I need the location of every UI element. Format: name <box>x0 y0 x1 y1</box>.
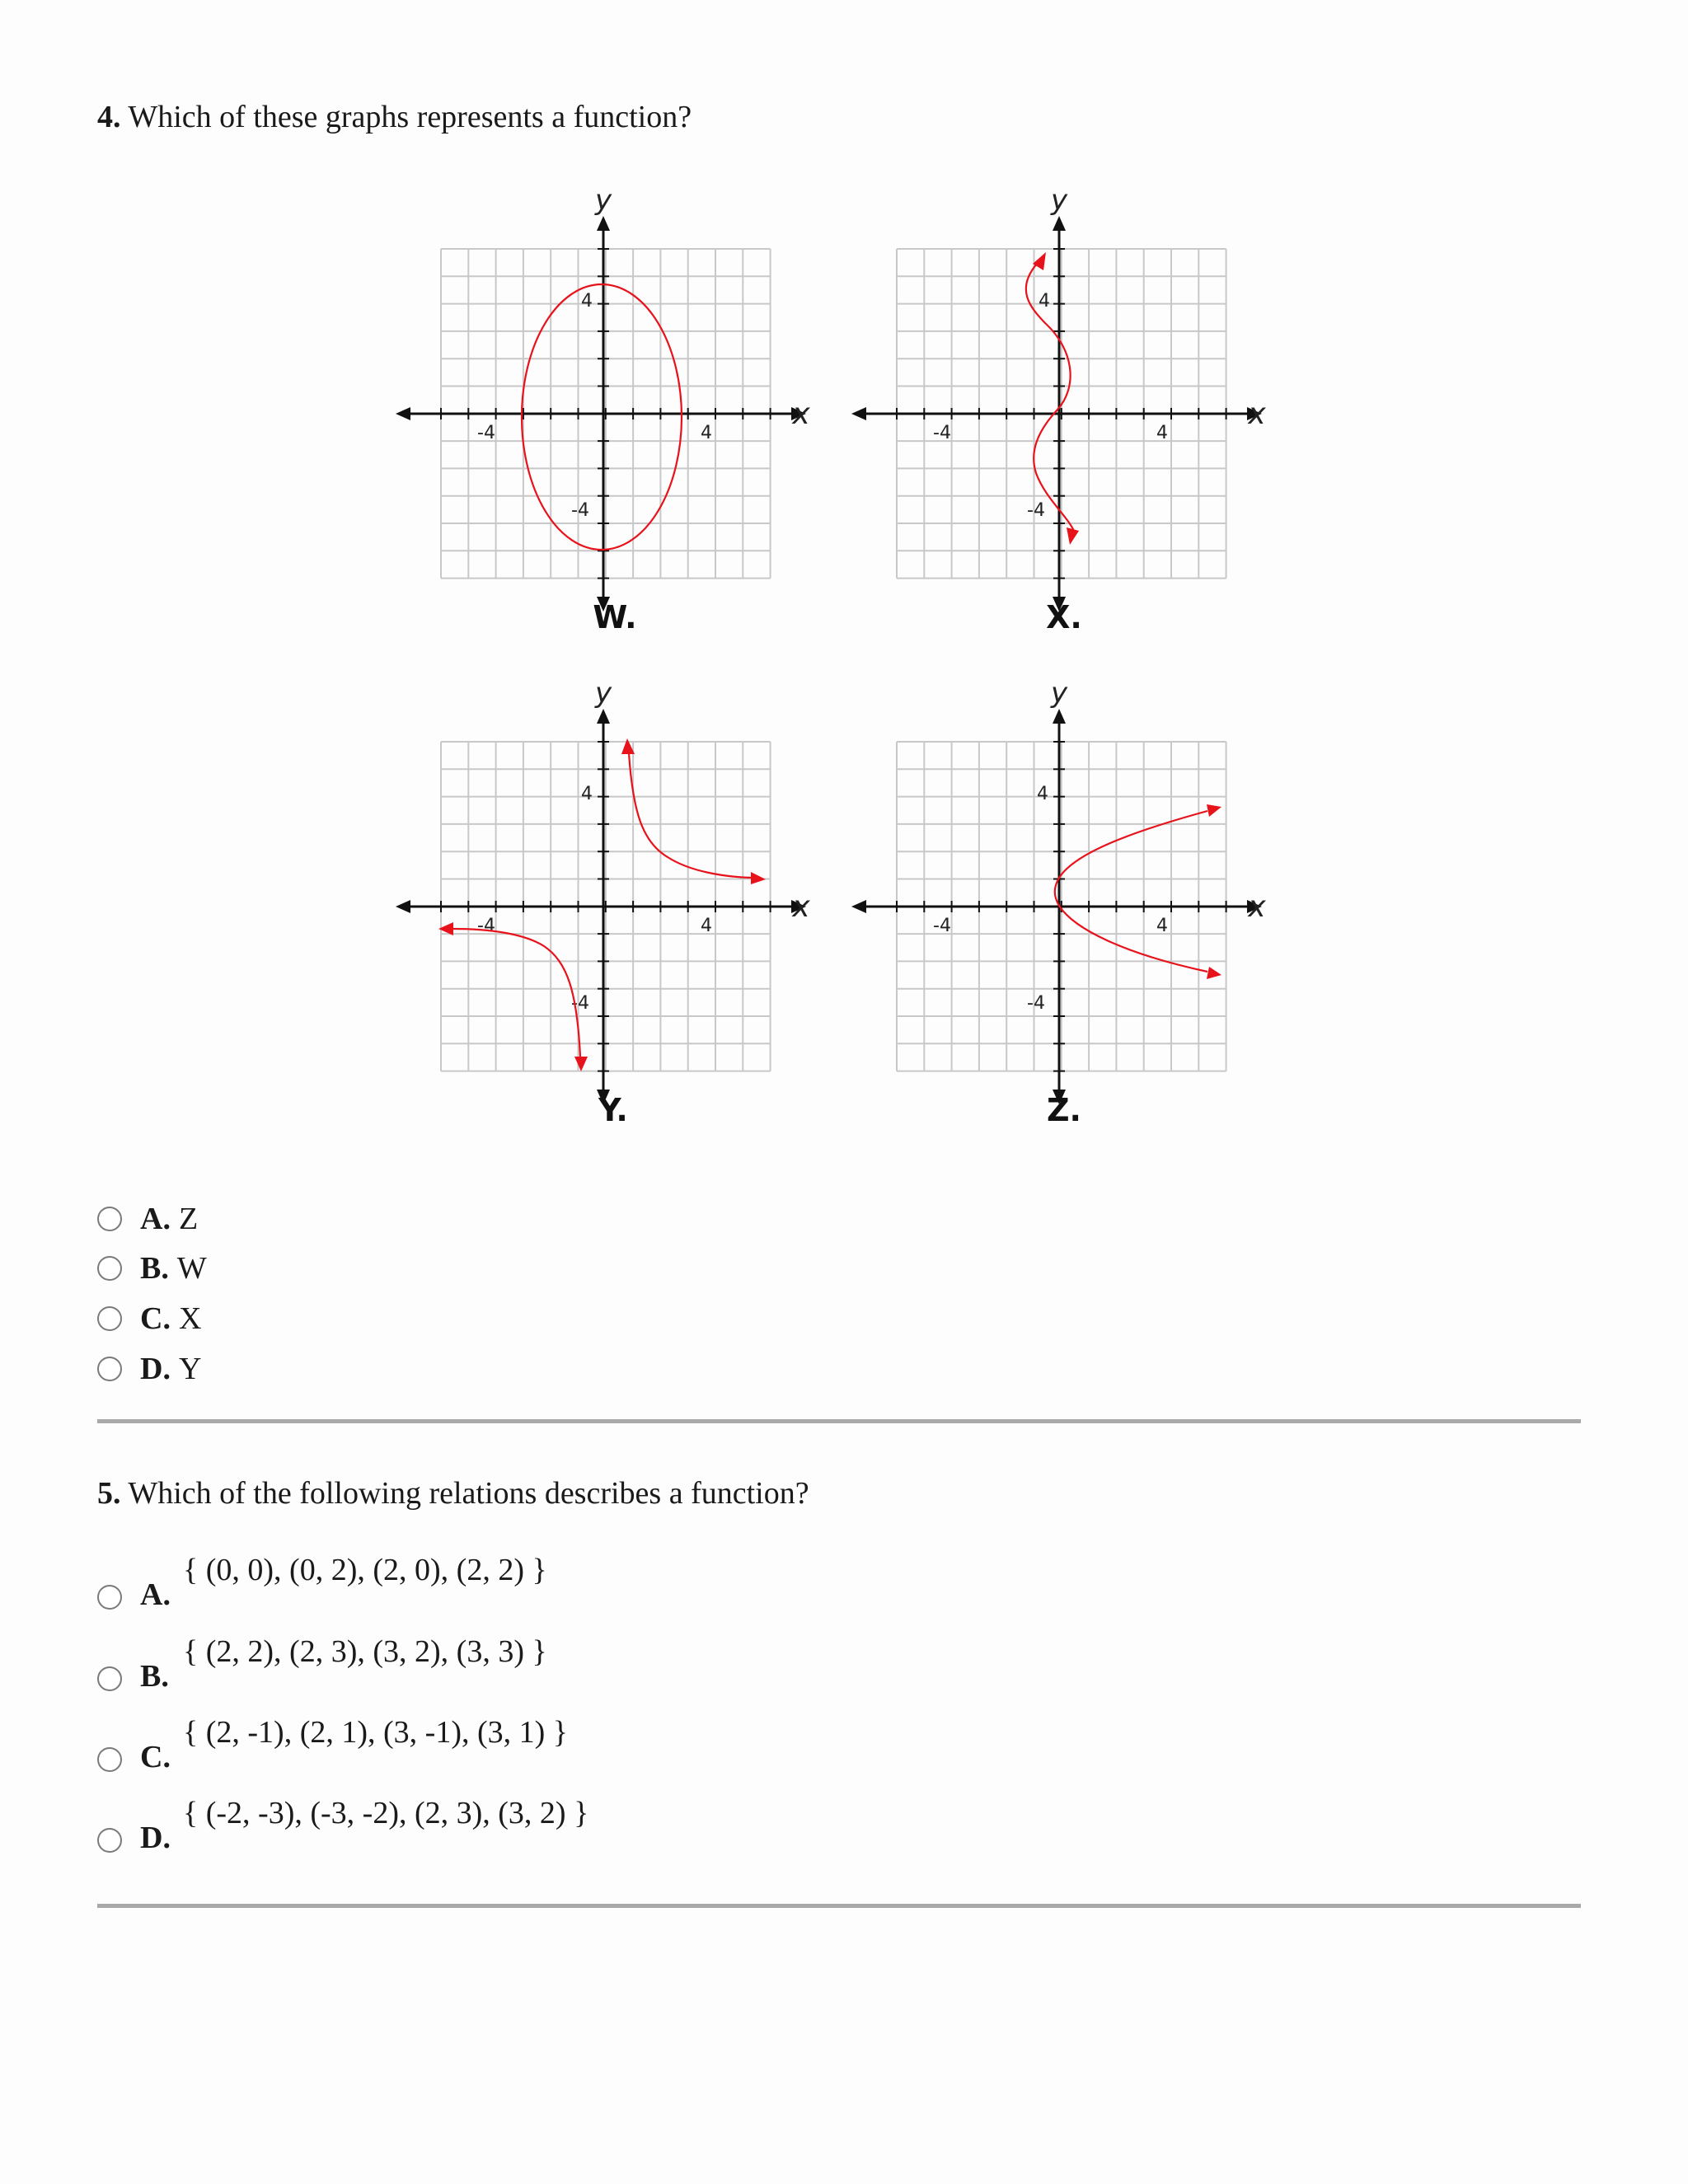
choice-value: { (2, 2), (2, 3), (3, 2), (3, 3) } <box>183 1634 547 1669</box>
y-axis-label: y <box>1050 185 1068 217</box>
radio-button[interactable] <box>97 1828 122 1853</box>
choice-value: Z <box>178 1202 199 1236</box>
x-axis-label: x <box>1248 397 1266 431</box>
radio-button[interactable] <box>97 1306 122 1331</box>
x-axis-arrow-left <box>851 407 866 420</box>
choice-value: X <box>178 1301 202 1336</box>
axes <box>851 709 1262 1104</box>
divider <box>97 1419 1581 1423</box>
hyperbola-branch-upper <box>629 753 752 878</box>
question-5-prompt: Which of the following relations describes a function? <box>128 1476 809 1511</box>
tick-label-x-4: 4 <box>1156 423 1168 443</box>
graph-z <box>827 677 1288 1139</box>
arrowhead-lower-bottom <box>574 1057 588 1071</box>
y-axis-label: y <box>1050 677 1068 710</box>
choice-letter: C. <box>140 1301 171 1336</box>
parabola-curve <box>1055 811 1207 972</box>
tick-label-y-4: 4 <box>1037 784 1048 804</box>
radio-button[interactable] <box>97 1666 122 1691</box>
ellipse-curve <box>522 284 682 550</box>
question-4-number: 4. <box>97 100 121 134</box>
tick-label-y-4: 4 <box>1039 291 1050 312</box>
y-axis-arrow-up <box>597 216 610 231</box>
x-axis-label: x <box>1248 890 1266 924</box>
choice-letter: B. <box>140 1659 169 1694</box>
question-4-text <box>97 97 692 137</box>
q4-choice-a[interactable] <box>97 1199 198 1239</box>
arrowhead-lower <box>1207 967 1221 979</box>
choice-value: { (2, -1), (2, 1), (3, -1), (3, 1) } <box>183 1715 569 1750</box>
choice-value: { (0, 0), (0, 2), (2, 0), (2, 2) } <box>183 1553 547 1587</box>
tick-label-x-4: 4 <box>701 423 712 443</box>
choice-value: W <box>176 1251 207 1286</box>
radio-button[interactable] <box>97 1747 122 1772</box>
choice-letter: D. <box>140 1352 171 1386</box>
choice-letter: A. <box>140 1577 171 1612</box>
choice-letter: B. <box>140 1251 169 1286</box>
x-axis-arrow-left <box>396 407 410 420</box>
tick-label-y-4: 4 <box>581 291 593 312</box>
divider <box>97 1904 1581 1908</box>
x-axis-arrow-left <box>396 900 410 913</box>
question-5-text <box>97 1474 809 1513</box>
tick-label-x-neg4: -4 <box>477 916 495 936</box>
graph-y <box>371 677 832 1139</box>
tick-label-y-neg4: -4 <box>571 500 589 521</box>
radio-button[interactable] <box>97 1256 122 1281</box>
radio-button[interactable] <box>97 1585 122 1610</box>
q4-choice-b[interactable] <box>97 1249 207 1288</box>
graph-label: Z. <box>1047 1092 1081 1128</box>
tick-label-x-neg4: -4 <box>933 916 951 936</box>
graph-label: W. <box>593 599 637 635</box>
question-5-number: 5. <box>97 1476 121 1511</box>
y-axis-arrow-up <box>597 709 610 724</box>
arrowhead-bottom <box>1067 527 1079 545</box>
tick-label-y-neg4: -4 <box>1027 993 1045 1014</box>
q4-choice-c[interactable] <box>97 1299 201 1338</box>
x-axis-label: x <box>792 890 810 924</box>
y-axis-label: y <box>594 677 612 710</box>
radio-button[interactable] <box>97 1207 122 1231</box>
graph-label: X. <box>1046 599 1082 635</box>
question-4-prompt: Which of these graphs represents a function? <box>128 100 692 134</box>
arrowhead-upper <box>1207 804 1221 817</box>
choice-letter: C. <box>140 1740 171 1774</box>
q4-choice-d[interactable] <box>97 1349 201 1389</box>
x-axis-label: x <box>792 397 810 431</box>
tick-label-x-4: 4 <box>701 916 712 936</box>
y-axis-arrow-up <box>1053 709 1066 724</box>
graph-x <box>827 185 1288 646</box>
choice-letter: A. <box>140 1202 171 1236</box>
tick-label-y-neg4: -4 <box>571 993 589 1014</box>
graph-label: Y. <box>598 1092 628 1128</box>
radio-button[interactable] <box>97 1357 122 1381</box>
axes <box>396 709 806 1104</box>
tick-label-y-4: 4 <box>581 784 593 804</box>
y-axis-label: y <box>594 185 612 217</box>
hyperbola-branch-lower <box>453 929 580 1057</box>
tick-label-y-neg4: -4 <box>1027 500 1045 521</box>
choice-letter: D. <box>140 1821 171 1855</box>
choice-value: { (-2, -3), (-3, -2), (2, 3), (3, 2) } <box>183 1796 589 1830</box>
y-axis-arrow-up <box>1053 216 1066 231</box>
choice-value: Y <box>178 1352 202 1386</box>
tick-label-x-neg4: -4 <box>477 423 495 443</box>
axes <box>851 216 1262 612</box>
axes <box>396 216 806 612</box>
tick-label-x-neg4: -4 <box>933 423 951 443</box>
graph-w <box>371 185 832 646</box>
x-axis-arrow-left <box>851 900 866 913</box>
tick-label-x-4: 4 <box>1156 916 1168 936</box>
